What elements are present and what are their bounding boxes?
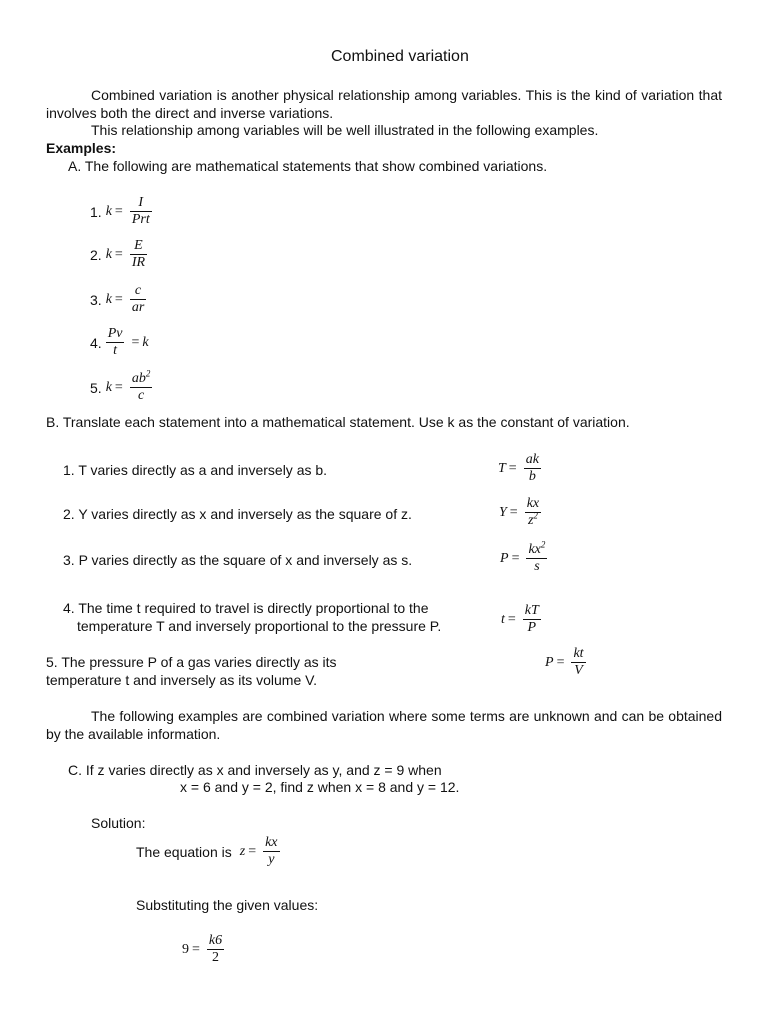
section-a-item-3: 3. k = $\frac{c}{ar}$ bbox=[90, 283, 145, 315]
numerator: Pv bbox=[107, 326, 123, 341]
section-a-heading: A. The following are mathematical statements that show combined variations. bbox=[68, 158, 548, 174]
numerator: kx bbox=[265, 835, 278, 850]
fraction bbox=[571, 646, 585, 679]
equation-line: The equation is z = $\frac{kx}{y}$ bbox=[136, 835, 278, 867]
denominator: b bbox=[524, 468, 541, 485]
fraction bbox=[207, 933, 224, 966]
section-b-item-2-equation: Y = $\frac{kx}{z^2}$ bbox=[499, 496, 540, 528]
numerator-exponent: 2 bbox=[145, 368, 151, 379]
section-b-item-3-equation: P = $\frac{kx^2}{s}$ bbox=[500, 539, 546, 574]
numerator: kx bbox=[526, 496, 540, 511]
section-a-item-1: 1. k = $\frac{I}{\text{Prt}}$ bbox=[90, 195, 150, 227]
denominator: ar bbox=[131, 300, 145, 315]
section-a-item-5: 5. k = $\frac{ab^2}{c}$ bbox=[90, 368, 151, 403]
fraction bbox=[523, 603, 541, 636]
numerator: ak bbox=[525, 452, 539, 467]
item-number: 3. bbox=[90, 291, 102, 308]
denominator: V bbox=[571, 662, 585, 679]
page-title: Combined variation bbox=[331, 48, 469, 65]
numerator: ab bbox=[131, 371, 146, 386]
numerator: c bbox=[134, 283, 142, 298]
equation-lhs: k bbox=[105, 203, 112, 219]
equation-lhs: P bbox=[500, 550, 509, 566]
numerator: kT bbox=[524, 603, 539, 618]
fraction bbox=[263, 835, 279, 868]
equation-label: The equation is bbox=[136, 843, 232, 860]
substituting-label: Substituting the given values: bbox=[136, 897, 319, 913]
section-c-line-1: C. If z varies directly as x and inversely as y, and z = 9 when bbox=[68, 762, 442, 778]
denominator: P bbox=[523, 619, 541, 636]
section-b-heading: B. Translate each statement into a mathematical statement. Use k as the constant of variation. bbox=[46, 414, 630, 430]
fraction bbox=[526, 539, 547, 575]
equation-lhs: 9 bbox=[182, 941, 189, 957]
fraction bbox=[130, 195, 152, 228]
equation-lhs: k bbox=[105, 379, 112, 395]
section-b-item-5-text-line-1: 5. The pressure P of a gas varies directly as its bbox=[46, 654, 337, 670]
fraction bbox=[130, 368, 153, 404]
item-number: 2. bbox=[90, 246, 102, 263]
equation-rhs: k bbox=[142, 334, 149, 350]
section-b-item-4-text-line-1: 4. The time t required to travel is directly proportional to the bbox=[63, 600, 429, 616]
section-b-item-5-text-line-2: temperature t and inversely as its volume V. bbox=[46, 672, 318, 688]
section-a-item-4: 4. $\frac{Pv}{t}$ = k bbox=[90, 326, 149, 358]
numerator-exponent: 2 bbox=[540, 539, 546, 550]
equation-lhs: k bbox=[105, 246, 112, 262]
following-paragraph: The following examples are combined variation where some terms are unknown and can be obtained by the available information. bbox=[46, 708, 722, 742]
intro-paragraph-1: Combined variation is another physical relationship among variables. This is the kind of variation that involves both the direct and inverse variations. bbox=[46, 87, 722, 121]
item-number: 1. bbox=[90, 203, 102, 220]
numerator: I bbox=[138, 195, 144, 210]
denominator-exponent: 2 bbox=[533, 510, 538, 521]
section-c-line-2: x = 6 and y = 2, find z when x = 8 and y = 12. bbox=[180, 779, 460, 795]
fraction bbox=[525, 496, 541, 529]
numerator: E bbox=[134, 238, 143, 253]
denominator: IR bbox=[131, 255, 146, 270]
equation-lhs: z bbox=[239, 843, 246, 859]
equation-lhs: P bbox=[545, 654, 554, 670]
section-b-item-2-text: 2. Y varies directly as x and inversely as the square of z. bbox=[63, 506, 412, 522]
denominator: Prt bbox=[131, 212, 150, 227]
section-b-item-4-equation: t = $\frac{kT}{P}$ bbox=[501, 603, 539, 635]
numerator: kt bbox=[573, 646, 584, 661]
section-a-item-2: 2. k = $\frac{E}{IR}$ bbox=[90, 238, 146, 270]
fraction bbox=[130, 283, 146, 316]
denominator: y bbox=[263, 851, 279, 868]
equation-lhs: T bbox=[498, 460, 506, 476]
substitution-equation: 9 = $\frac{k6}{2}$ bbox=[182, 933, 223, 965]
solution-label: Solution: bbox=[91, 815, 146, 831]
intro-paragraph-2: This relationship among variables will be well illustrated in the following examples. bbox=[91, 122, 599, 138]
denominator: z bbox=[527, 513, 534, 528]
section-b-item-4-text-line-2: temperature T and inversely proportional to the pressure P. bbox=[77, 618, 442, 634]
equation-lhs: t bbox=[501, 611, 505, 627]
section-b-item-5-equation: P = $\frac{kt}{V}$ bbox=[545, 646, 584, 678]
examples-heading: Examples: bbox=[46, 140, 117, 156]
item-number: 4. bbox=[90, 334, 102, 351]
denominator: t bbox=[106, 342, 125, 359]
numerator: kx bbox=[528, 542, 541, 557]
item-number: 5. bbox=[90, 379, 102, 396]
numerator: k6 bbox=[208, 933, 223, 948]
fraction bbox=[130, 238, 147, 271]
fraction bbox=[524, 452, 541, 485]
equation-lhs: k bbox=[105, 291, 112, 307]
section-b-item-3-text: 3. P varies directly as the square of x and inversely as s. bbox=[63, 552, 413, 568]
denominator: 2 bbox=[207, 949, 224, 966]
section-b-item-1-equation: T = $\frac{ak}{b}$ bbox=[498, 452, 539, 484]
fraction bbox=[106, 326, 125, 359]
denominator: s bbox=[526, 558, 547, 575]
equation-lhs: Y bbox=[499, 504, 507, 520]
denominator: c bbox=[130, 387, 153, 404]
section-b-item-1-text: 1. T varies directly as a and inversely as b. bbox=[63, 462, 328, 478]
